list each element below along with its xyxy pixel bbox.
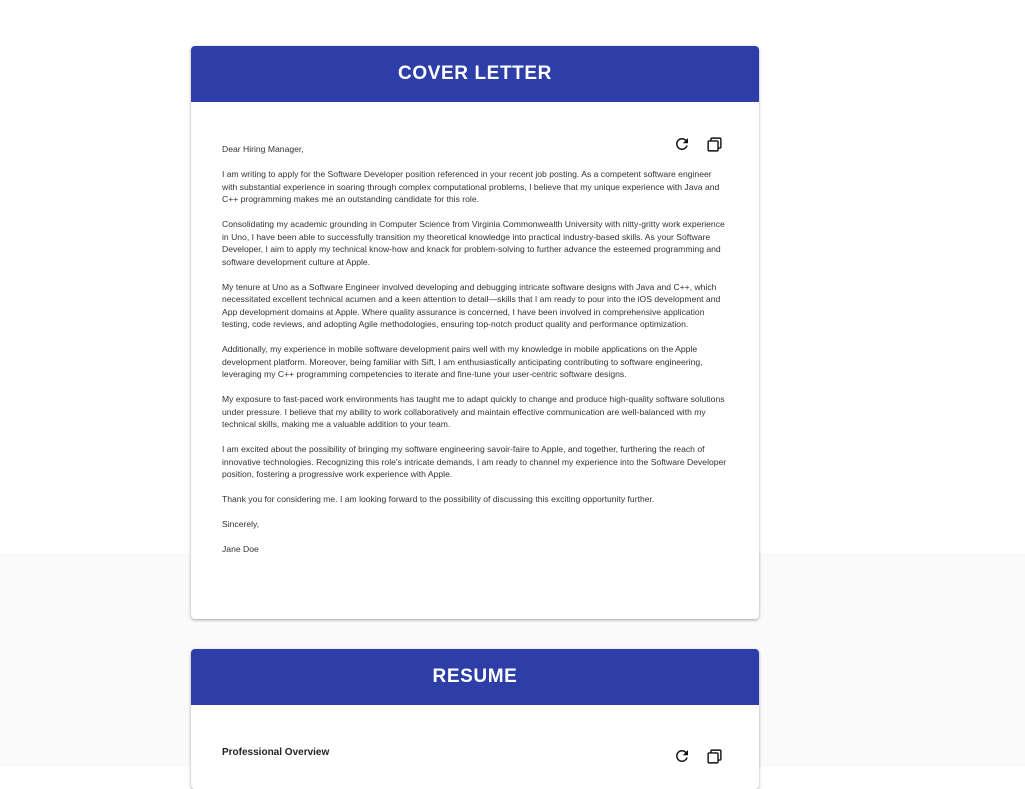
copy-icon [706,748,723,765]
copy-button[interactable] [703,133,725,155]
salutation: Dear Hiring Manager, [222,144,304,154]
resume-body [191,705,759,760]
cover-letter-text [222,143,728,556]
cover-letter-title: COVER LETTER [398,63,552,84]
resume-card [191,649,759,789]
paragraph-2: Consolidating my academic grounding in Computer Science from Virginia Commonwealth University with nitty-gritty work experience in Uno, I have been able to successfully transition my theoretical knowledge into practical industry-based skills. As your Software Developer, I aim to apply my technical know-how and knack for problem-solving to further advance the esteemed programming and software development culture at Apple. [222,219,725,267]
regenerate-button[interactable] [671,133,693,155]
refresh-icon [673,747,691,765]
resume-tools [661,745,725,767]
closing: Sincerely, [222,519,260,529]
resume-copy-button[interactable] [703,745,725,767]
paragraph-7: Thank you for considering me. I am looking forward to the possibility of discussing this exciting opportunity further. [222,494,655,504]
resume-title: RESUME [432,666,518,687]
resume-regenerate-button[interactable] [671,745,693,767]
cover-letter-body [191,102,759,556]
resume-header [191,649,759,705]
cover-letter-card [191,46,759,619]
paragraph-3: My tenure at Uno as a Software Engineer involved developing and debugging intricate software designs with Java and C++, which necessitated excellent technical acumen and a keen attention to detail—skills that I am ready to pour into the iOS development and App development domains at Apple. Where quality assurance is concerned, I have been involved in comprehensive application testing, code reviews, and adopting Agile methodologies, ensuring top-notch product quality and performance optimization. [222,281,721,329]
cover-letter-tools [661,133,725,155]
copy-icon [706,136,723,153]
paragraph-4: Additionally, my experience in mobile software development pairs well with my knowledge in mobile applications on the Apple development platform. Moreover, being familiar with Sift, I am enthusiastically anticipating contributing to software engineering, leveraging my C++ programming competencies to iterate and fine-tune your user-centric software designs. [222,344,703,379]
refresh-icon [673,135,691,153]
signature: Jane Doe [222,544,259,554]
cover-letter-header [191,46,759,102]
paragraph-5: My exposure to fast-paced work environments has taught me to adapt quickly to change and produce high-quality software solutions under pressure. I believe that my ability to work collaboratively and maintain effective communication are well-balanced with my technical skills, making me a valuable addition to your team. [222,394,725,429]
paragraph-1: I am writing to apply for the Software Developer position referenced in your recent job posting. As a competent software engineer with substantial experience in soaring through complex computational problems, I believe that my unique experience with Java and C++ programming makes me an outstanding candidate for this role. [222,169,720,204]
paragraph-6: I am excited about the possibility of bringing my software engineering savoir-faire to Apple, and together, furthering the reach of innovative technologies. Recognizing this role's intricate demands, I am ready to channel my experience into the Software Developer position, fostering a progressive work experience with Apple. [222,444,727,479]
section-title-professional-overview: Professional Overview [222,747,330,758]
